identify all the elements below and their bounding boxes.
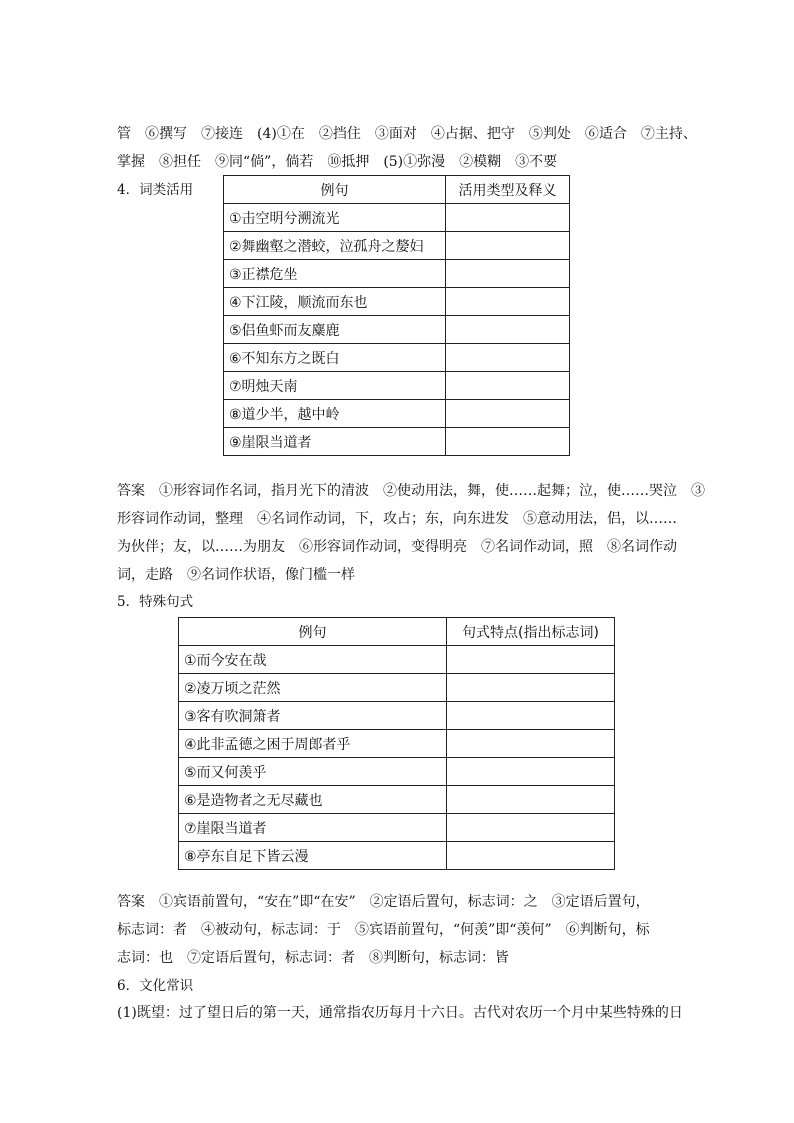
blank-cell [446,260,570,288]
table-row [224,204,570,232]
blank-cell [446,344,570,372]
example-cell: ③正襟危坐 [224,260,446,288]
example-cell: ⑤而又何羡乎 [179,758,447,786]
answer-label: 答案 [117,894,145,910]
blank-cell [447,758,615,786]
section4-answer-line-3: 为伙伴；友，以……为朋友 ⑥形容词作动词，变得明亮 ⑦名词作动词，照 ⑧名词作动 [117,539,677,555]
table-row [179,674,615,702]
section5-answer-line-2: 标志词：者 ④被动句，标志词：于 ⑤宾语前置句，“何羡”即“羡何” ⑥判断句，标 [117,922,650,938]
table-row [179,842,615,870]
table-row [224,260,570,288]
table-header-row [224,176,570,204]
section4-answer-line-1 [117,481,705,501]
table-row [224,428,570,456]
blank-cell [447,730,615,758]
section5-answer-line-3: 志词：也 ⑦定语后置句，标志词：者 ⑧判断句，标志词：皆 [117,950,509,966]
blank-cell [447,674,615,702]
example-cell: ⑥不知东方之既白 [224,344,446,372]
blank-cell [447,842,615,870]
answer-text: ①形容词作名词，指月光下的清波 ②使动用法，舞，使……起舞；泣，使……哭泣 ③ [159,483,705,499]
answer-label: 答案 [117,483,145,499]
example-cell: ⑤侣鱼虾而友麋鹿 [224,316,446,344]
section6-line-1: (1)既望：过了望日后的第一天，通常指农历每月十六日。古代对农历一个月中某些特殊的日 [117,1005,683,1021]
header-pattern-feature: 句式特点(指出标志词) [447,618,615,646]
table-row [224,372,570,400]
example-cell: ⑦崖限当道者 [179,814,447,842]
section4-answer-line-4: 词，走路 ⑨名词作状语，像门槛一样 [117,567,355,583]
intro-line-2: 掌握 ⑧担任 ⑨同“倘”，倘若 ⑩抵押 (5)①弥漫 ②模糊 ③不要 [117,154,558,170]
example-cell: ⑧亭东自足下皆云漫 [179,842,447,870]
section4-answer-line-2: 形容词作动词，整理 ④名词作动词，下，攻占；东，向东进发 ⑤意动用法，侣，以…… [117,511,677,527]
example-cell: ⑥是造物者之无尽藏也 [179,786,447,814]
example-cell: ③客有吹洞箫者 [179,702,447,730]
table-row [179,786,615,814]
header-usage-type: 活用类型及释义 [446,176,570,204]
section6-heading: 6．文化常识 [117,978,194,994]
example-cell: ⑨崖限当道者 [224,428,446,456]
blank-cell [446,428,570,456]
sentence-pattern-table [178,617,615,870]
example-cell: ④下江陵，顺流而东也 [224,288,446,316]
section4-heading: 4．词类活用 [117,182,194,198]
table-row [179,814,615,842]
example-cell: ②凌万顷之茫然 [179,674,447,702]
example-cell: ①而今安在哉 [179,646,447,674]
blank-cell [447,786,615,814]
word-usage-table [223,175,570,456]
example-cell: ①击空明兮溯流光 [224,204,446,232]
blank-cell [446,400,570,428]
table-row [179,730,615,758]
section5-heading: 5．特殊句式 [117,594,194,610]
blank-cell [446,232,570,260]
table-row [179,758,615,786]
example-cell: ④此非孟德之困于周郎者乎 [179,730,447,758]
example-cell: ②舞幽壑之潜蛟，泣孤舟之嫠妇 [224,232,446,260]
example-cell: ⑧道少半，越中岭 [224,400,446,428]
header-example: 例句 [224,176,446,204]
example-cell: ⑦明烛天南 [224,372,446,400]
answer-text: ①宾语前置句，“安在”即“在安” ②定语后置句，标志词：之 ③定语后置句， [159,894,650,910]
table-row [179,702,615,730]
table-row [224,400,570,428]
table-row [224,288,570,316]
blank-cell [446,316,570,344]
blank-cell [447,702,615,730]
blank-cell [447,646,615,674]
table-row [224,344,570,372]
table-row [224,316,570,344]
blank-cell [446,204,570,232]
blank-cell [447,814,615,842]
table-header-row [179,618,615,646]
section5-answer-line-1 [117,892,682,912]
header-example: 例句 [179,618,447,646]
intro-line-1: 管 ⑥撰写 ⑦接连 (4)①在 ②挡住 ③面对 ④占据、把守 ⑤判处 ⑥适合 ⑦主持、 [117,126,697,142]
table-row [224,232,570,260]
blank-cell [446,372,570,400]
table-row [179,646,615,674]
blank-cell [446,288,570,316]
